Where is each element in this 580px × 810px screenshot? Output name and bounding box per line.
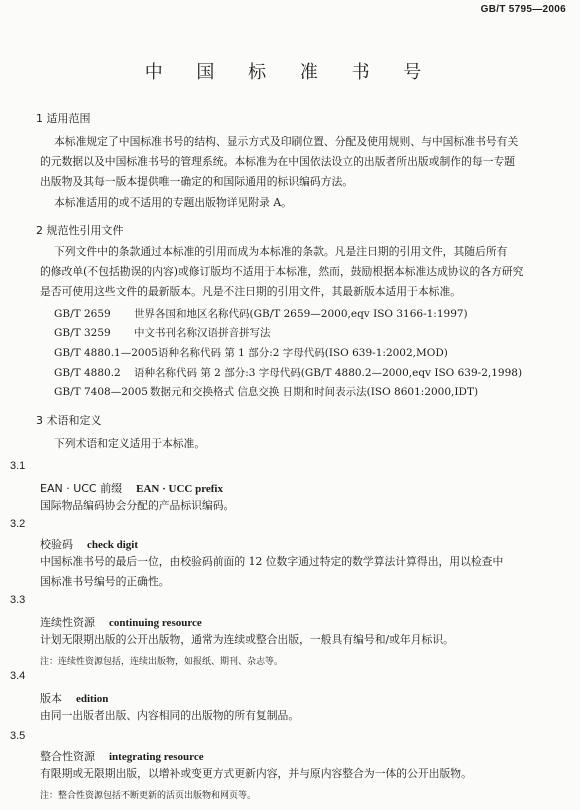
term-en: check digit	[87, 539, 139, 551]
term-en: integrating resource	[109, 751, 204, 763]
term-number: 3.3	[10, 594, 26, 606]
reference-item	[54, 325, 271, 340]
section-3-intro: 下列术语和定义适用于本标准。	[54, 437, 206, 450]
reference-title: 语种名称代码 第 1 部分:2 字母代码(ISO 639-1:2002,MOD)	[158, 347, 448, 359]
reference-item	[54, 345, 448, 360]
reference-title: 数据元和交换格式 信息交换 日期和时间表示法(ISO 8601:2000,IDT)	[150, 386, 479, 398]
term-en: edition	[76, 693, 109, 705]
term-heading	[40, 536, 138, 552]
reference-item	[54, 365, 522, 380]
section-1-para1-line1: 本标准规定了中国标准书号的结构、显示方式及印刷位置、分配及使用规则、与中国标准书号有关	[54, 135, 519, 148]
reference-title: 语种名称代码 第 2 部分:3 字母代码(GB/T 4880.2—2000,eqv ISO 639-2,1998)	[134, 367, 523, 379]
term-number: 3.4	[10, 670, 26, 682]
term-en: EAN · UCC prefix	[136, 483, 223, 495]
term-zh: EAN · UCC 前缀	[40, 482, 123, 495]
reference-code: GB/T 3259	[54, 327, 111, 339]
reference-title: 世界各国和地区名称代码(GB/T 2659—2000,eqv ISO 3166-1:1997)	[134, 308, 468, 320]
term-definition: 中国标准书号的最后一位，由校验码前面的 12 位数字通过特定的数学算法计算得出，用以检查中	[40, 555, 504, 568]
term-definition: 计划无限期出版的公开出版物，通常为连续或整合出版，一般具有编号和/或年月标识。	[40, 633, 454, 646]
reference-item	[54, 384, 478, 399]
reference-code: GB/T 4880.1—2005	[54, 347, 158, 359]
term-definition: 国际物品编码协会分配的产品标识编码。	[40, 499, 235, 512]
term-number: 3.2	[10, 518, 26, 530]
term-heading	[40, 614, 202, 630]
section-1-heading: 1 适用范围	[36, 112, 91, 125]
term-zh: 校验码	[40, 538, 73, 551]
term-zh: 版本	[40, 692, 62, 705]
section-2-intro-line1: 下列文件中的条款通过本标准的引用而成为本标准的条款。凡是注日期的引用文件，其随后所有	[54, 245, 508, 258]
section-2-intro-line3: 是否可使用这些文件的最新版本。凡是不注日期的引用文件，其最新版本适用于本标准。	[40, 285, 462, 298]
term-definition: 由同一出版者出版、内容相同的出版物的所有复制品。	[40, 709, 300, 722]
section-1-para1-line3: 出版物及其每一版本提供唯一确定的和国际通用的标识编码方法。	[40, 175, 354, 188]
term-zh: 连续性资源	[40, 616, 95, 629]
reference-code: GB/T 4880.2	[54, 367, 121, 379]
section-2-heading: 2 规范性引用文件	[36, 224, 124, 237]
term-note: 注：整合性资源包括不断更新的活页出版物和网页等。	[40, 791, 257, 801]
term-number: 3.5	[10, 730, 26, 742]
document-title: 中 国 标 准 书 号	[144, 62, 436, 83]
reference-title: 中文书刊名称汉语拼音拼写法	[134, 327, 271, 339]
term-definition: 有限期或无限期出版，以增补或变更方式更新内容，并与原内容整合为一体的公开出版物。	[40, 767, 472, 780]
term-heading	[40, 480, 223, 496]
term-zh: 整合性资源	[40, 750, 95, 763]
standard-number-header: GB/T 5795—2006	[480, 4, 566, 15]
section-3-heading: 3 术语和定义	[36, 414, 102, 427]
section-2-intro-line2: 的修改单(不包括勘误的内容)或修订版均不适用于本标准，然而，鼓励根据本标准达成协议的各方研究	[40, 265, 524, 278]
term-number: 3.1	[10, 460, 26, 472]
term-heading	[40, 690, 108, 706]
section-1-para1-line2: 的元数据以及中国标准书号的管理系统。本标准为在中国依法设立的出版者所出版或制作的每一专题	[40, 155, 516, 168]
term-definition-cont: 国标准书号编号的正确性。	[40, 575, 170, 588]
reference-code: GB/T 7408—2005	[54, 386, 148, 398]
section-1-para2: 本标准适用的或不适用的专题出版物详见附录 A。	[54, 196, 292, 209]
reference-item	[54, 306, 468, 321]
term-en: continuing resource	[109, 617, 202, 629]
term-note: 注：连续性资源包括，连续出版物，如报纸、期刊、杂志等。	[40, 657, 284, 667]
reference-code: GB/T 2659	[54, 308, 111, 320]
term-heading	[40, 748, 204, 764]
